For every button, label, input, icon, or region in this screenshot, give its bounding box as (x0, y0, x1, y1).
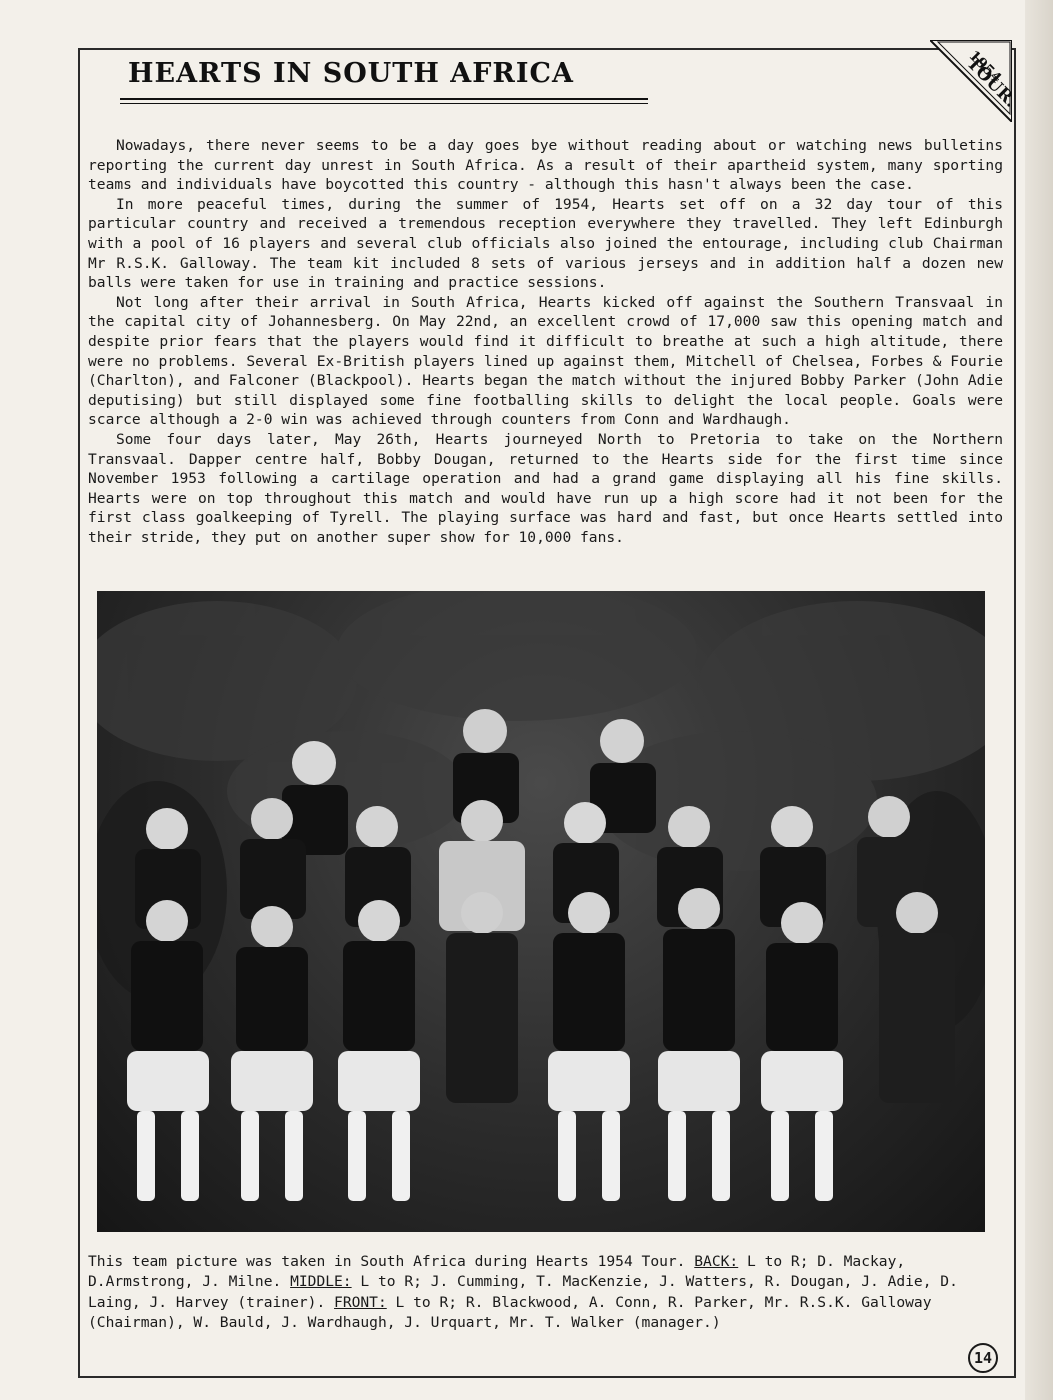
caption-front-label: FRONT: (334, 1293, 387, 1311)
paragraph-4: Some four days later, May 26th, Hearts journeyed North to Pretoria to take on the Northern Transvaal. Dapper centre half, Bobby Dougan, returned to the Hearts side for the first time since November 1953 following a cartilage operation and had a grand game displaying all his fine skills. Hearts were on top throughout this match and would have run up a high score had it not been for the first class goalkeeping of Tyrell. The playing surface was hard and fast, but once Hearts settled into their stride, they put on another super show for 10,000 fans. (88, 430, 1003, 546)
caption-back-label: BACK: (694, 1253, 739, 1270)
photo-caption (88, 1252, 1003, 1334)
caption-middle-text: L to R; J. Cumming, T. MacKenzie, J. Watters, R. Dougan, J. Adie, D. Laing, J. Harvey (trainer). (88, 1273, 958, 1311)
paragraph-3: Not long after their arrival in South Africa, Hearts kicked off against the Southern Transvaal in the capital city of Johannesberg. On May 22nd, an excellent crowd of 17,000 saw this opening match and despite prior fears that the players would find it difficult to breathe at such a high altitude, there were no problems. Several Ex-British players lined up against them, Mitchell of Chelsea, Forbes & Fourie (Charlton), and Falconer (Blackpool). Hearts began the match without the injured Bobby Parker (John Adie deputising) but still displayed some fine footballing skills to delight the local people. Goals were scarce although a 2-0 win was achieved through counters from Conn and Wardhaugh. (88, 293, 1003, 429)
team-photo (97, 591, 985, 1232)
caption-back-text: L to R; D. Mackay, D.Armstrong, J. Milne. (88, 1253, 906, 1291)
caption-intro: This team picture was taken in South Africa during Hearts 1954 Tour. (88, 1253, 686, 1270)
title-underline (120, 98, 648, 100)
caption-front-text: L to R; R. Blackwood, A. Conn, R. Parker, Mr. R.S.K. Galloway (Chairman), W. Bauld, J. Wardhaugh, J. Urquart, Mr. T. Walker (manager.) (88, 1293, 932, 1332)
page-edge (1025, 0, 1053, 1400)
tour-badge (930, 40, 1012, 122)
page-number: 14 (968, 1343, 998, 1373)
caption-middle-label: MIDDLE: (290, 1273, 352, 1291)
article-body (88, 136, 1003, 547)
paragraph-2: In more peaceful times, during the summer of 1954, Hearts set off on a 32 day tour of this particular country and received a tremendous reception everywhere they travelled. They left Edinburgh with a pool of 16 players and several club officials also joined the entourage, including club Chairman Mr R.S.K. Galloway. The team kit included 8 sets of various jerseys and in addition half a dozen new balls were taken for use in training and practice sessions. (88, 195, 1003, 292)
badge-label: TOUR. (962, 53, 1012, 112)
team-photo-illustration (97, 591, 985, 1232)
badge-year: 1954 (965, 47, 1005, 87)
article-title: HEARTS IN SOUTH AFRICA (128, 58, 574, 89)
paragraph-1: Nowadays, there never seems to be a day goes bye without reading about or watching news bulletins reporting the current day unrest in South Africa. As a result of their apartheid system, many sporting teams and individuals have boycotted this country - although this hasn't always been the case. (88, 137, 1003, 194)
title-underline-thin (120, 103, 648, 104)
